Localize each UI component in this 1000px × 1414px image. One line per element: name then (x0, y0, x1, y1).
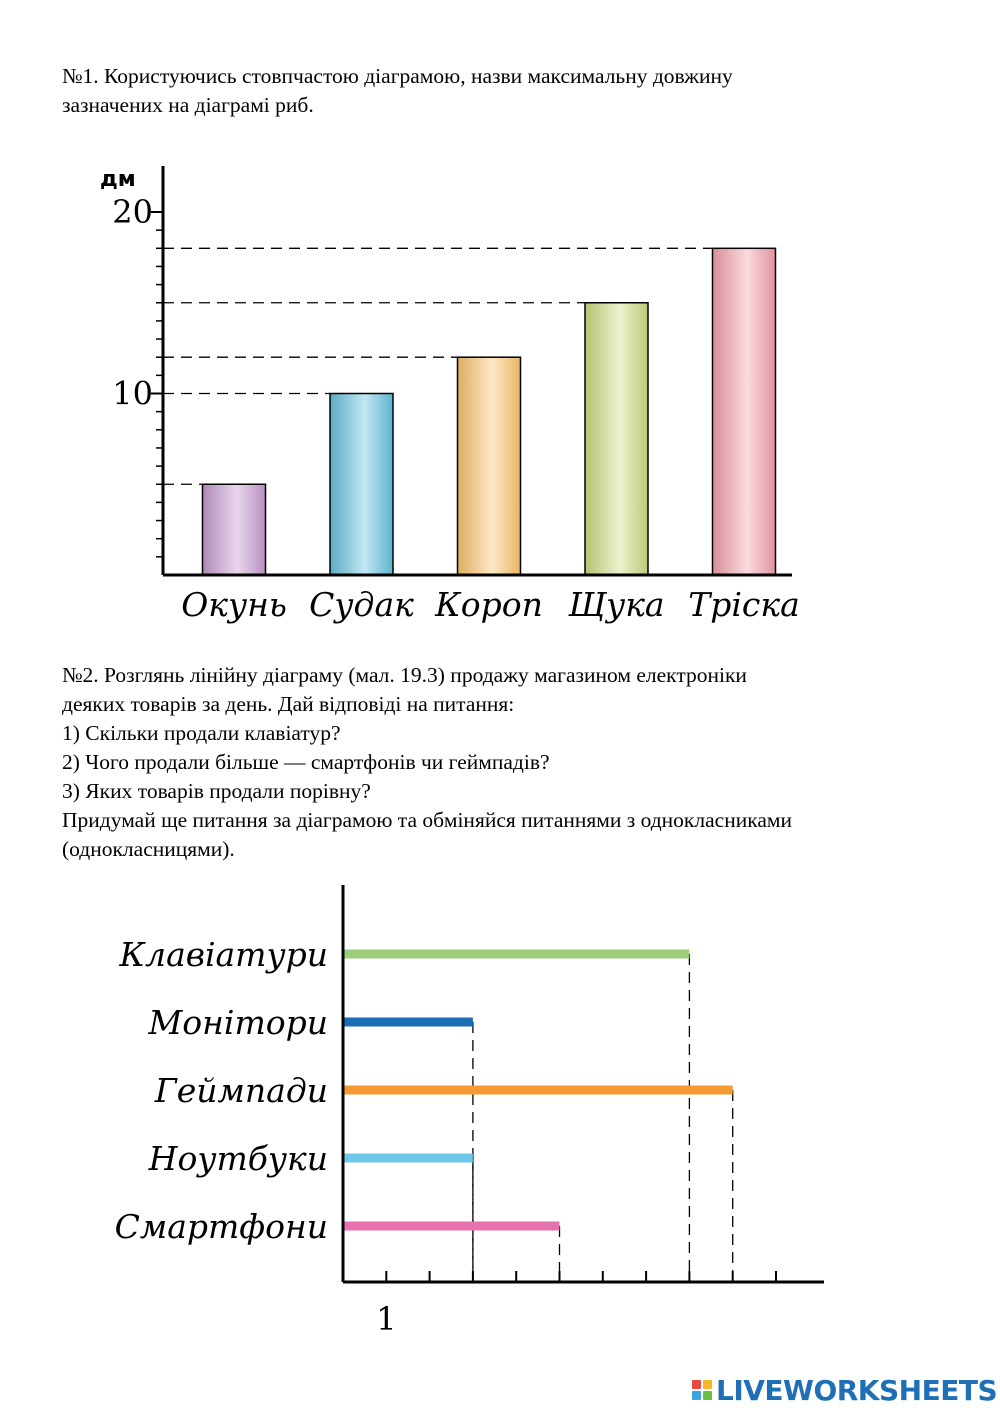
logo-square (692, 1391, 701, 1400)
guide-lines (473, 954, 733, 1282)
task-2-line: (однокласницями). (62, 837, 235, 861)
sales-line-diagram (0, 870, 1000, 1350)
task-1-text (62, 62, 942, 120)
category-label: Короп (435, 585, 543, 624)
category-label: Смартфони (114, 1207, 328, 1246)
category-label: Судак (309, 585, 414, 624)
category-label: Тріска (688, 585, 800, 624)
task-2-line: 1) Скільки продали клавіатур? (62, 721, 341, 745)
x-ticks (386, 1271, 776, 1282)
category-label: Монітори (148, 1003, 328, 1042)
bar-0 (203, 484, 266, 575)
category-label: Клавіатури (119, 935, 328, 974)
task-2-line: 2) Чого продали більше — смартфонів чи геймпадів? (62, 750, 550, 774)
logo-square (703, 1391, 712, 1400)
task-2-line: деяких товарів за день. Дай відповіді на питання: (62, 692, 515, 716)
category-label: Геймпади (154, 1071, 328, 1110)
x-tick-label: 1 (376, 1300, 397, 1338)
bar-3 (585, 303, 648, 575)
bar-4 (713, 248, 776, 575)
category-label: Ноутбуки (148, 1139, 328, 1178)
task-2-line: Придумай ще питання за діаграмою та обміняйся питаннями з однокласниками (62, 808, 792, 832)
task-1-line: №1. Користуючись стовпчастою діаграмою, назви максимальну довжину (62, 64, 733, 88)
x-tick-labels (376, 1300, 396, 1338)
x-category-labels (181, 585, 800, 624)
y-tick-label: 10 (112, 374, 153, 413)
task-2-text (62, 661, 942, 864)
bars (343, 954, 733, 1226)
y-tick-label: 20 (112, 193, 153, 231)
liveworksheets-logo (692, 1374, 997, 1406)
category-label: Щука (568, 585, 665, 624)
bars (203, 248, 776, 575)
bar-1 (330, 394, 393, 576)
y-tick-labels (112, 193, 153, 413)
task-1-line: зазначених на діаграмі риб. (62, 93, 314, 117)
logo-square (692, 1380, 701, 1389)
brand-text: LIVEWORKSHEETS (716, 1373, 998, 1407)
y-category-labels (115, 935, 328, 1246)
task-2-line: №2. Розглянь лінійну діаграму (мал. 19.3) продажу магазином електроніки (62, 663, 747, 687)
y-axis-unit: дм (100, 167, 136, 192)
logo-mark-icon (692, 1380, 712, 1400)
bar-2 (458, 357, 521, 575)
fish-length-bar-chart (0, 150, 1000, 630)
task-2-line: 3) Яких товарів продали порівну? (62, 779, 371, 803)
logo-square (703, 1380, 712, 1389)
category-label: Окунь (181, 585, 287, 624)
